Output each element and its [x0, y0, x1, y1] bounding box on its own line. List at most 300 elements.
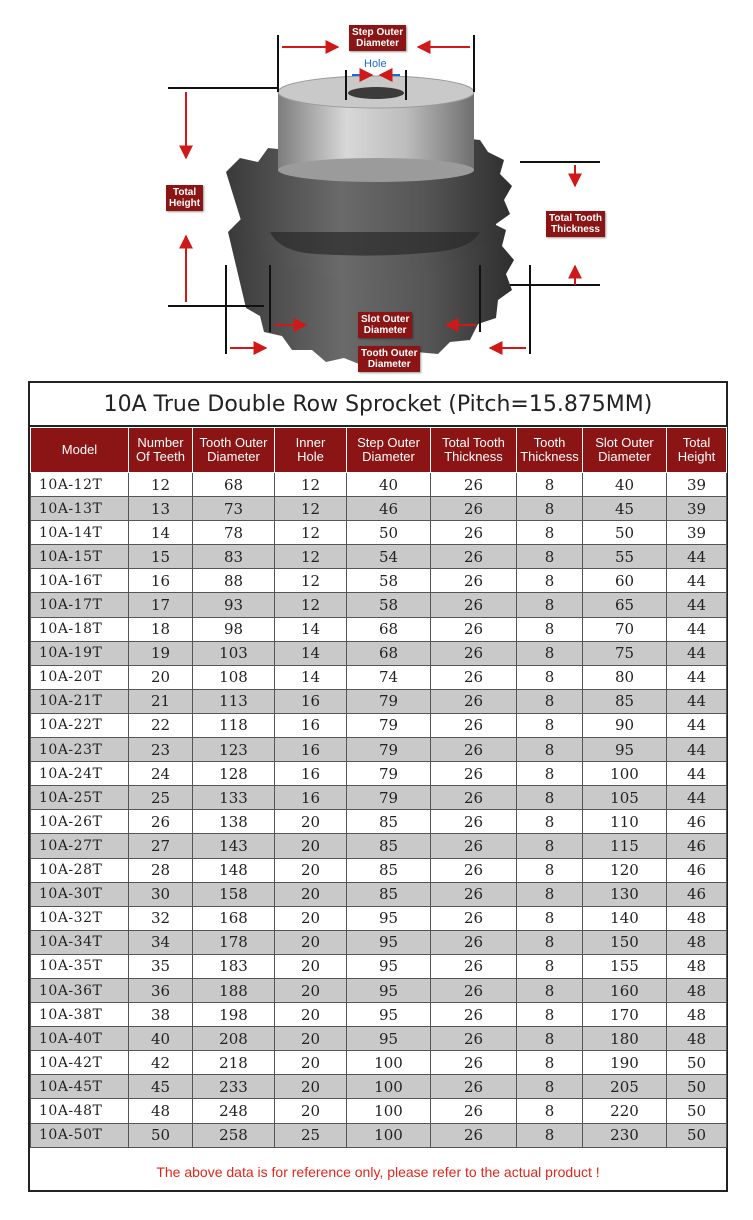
table-cell: 40: [347, 473, 431, 497]
table-cell: 45: [129, 1075, 193, 1099]
table-cell: 158: [193, 882, 275, 906]
model-cell: 10A-38T: [31, 1003, 129, 1027]
table-cell: 20: [275, 882, 347, 906]
table-cell: 85: [583, 689, 667, 713]
table-cell: 50: [667, 1075, 727, 1099]
table-cell: 115: [583, 834, 667, 858]
table-cell: 8: [517, 882, 583, 906]
table-row: [31, 930, 727, 954]
column-header: Model: [31, 428, 129, 473]
table-cell: 20: [275, 1075, 347, 1099]
model-cell: 10A-18T: [31, 617, 129, 641]
table-cell: 50: [667, 1099, 727, 1123]
table-cell: 26: [431, 882, 517, 906]
table-cell: 20: [275, 1099, 347, 1123]
spec-table: [30, 427, 727, 1148]
table-cell: 130: [583, 882, 667, 906]
table-cell: 12: [275, 593, 347, 617]
table-cell: 26: [431, 521, 517, 545]
disclaimer-note: The above data is for reference only, please refer to the actual product !: [156, 1164, 600, 1180]
table-cell: 28: [129, 858, 193, 882]
table-cell: 40: [129, 1027, 193, 1051]
column-header: Tooth Outer Diameter: [193, 428, 275, 473]
table-cell: 20: [275, 930, 347, 954]
table-cell: 100: [347, 1099, 431, 1123]
table-cell: 23: [129, 738, 193, 762]
model-cell: 10A-34T: [31, 930, 129, 954]
table-cell: 21: [129, 689, 193, 713]
table-cell: 26: [431, 834, 517, 858]
table-cell: 16: [275, 786, 347, 810]
table-row: [31, 810, 727, 834]
table-cell: 19: [129, 641, 193, 665]
table-cell: 30: [129, 882, 193, 906]
table-cell: 20: [129, 665, 193, 689]
model-cell: 10A-20T: [31, 665, 129, 689]
table-cell: 68: [347, 641, 431, 665]
table-cell: 26: [431, 738, 517, 762]
table-cell: 55: [583, 545, 667, 569]
table-cell: 44: [667, 665, 727, 689]
table-cell: 68: [347, 617, 431, 641]
table-row: [31, 473, 727, 497]
model-cell: 10A-30T: [31, 882, 129, 906]
table-cell: 34: [129, 930, 193, 954]
table-cell: 180: [583, 1027, 667, 1051]
table-cell: 95: [347, 954, 431, 978]
table-cell: 26: [431, 689, 517, 713]
table-cell: 22: [129, 713, 193, 737]
table-cell: 80: [583, 665, 667, 689]
model-cell: 10A-27T: [31, 834, 129, 858]
table-cell: 8: [517, 1051, 583, 1075]
table-row: [31, 906, 727, 930]
table-cell: 50: [129, 1123, 193, 1147]
hub: [278, 76, 474, 182]
table-cell: 258: [193, 1123, 275, 1147]
table-row: [31, 1099, 727, 1123]
model-cell: 10A-36T: [31, 978, 129, 1002]
table-cell: 60: [583, 569, 667, 593]
table-cell: 218: [193, 1051, 275, 1075]
column-header: Total Tooth Thickness: [431, 428, 517, 473]
table-cell: 8: [517, 497, 583, 521]
table-cell: 12: [275, 473, 347, 497]
table-cell: 95: [583, 738, 667, 762]
model-cell: 10A-25T: [31, 786, 129, 810]
table-cell: 15: [129, 545, 193, 569]
table-cell: 16: [275, 762, 347, 786]
table-cell: 73: [193, 497, 275, 521]
table-cell: 46: [667, 858, 727, 882]
table-cell: 110: [583, 810, 667, 834]
table-cell: 26: [431, 473, 517, 497]
table-cell: 14: [275, 641, 347, 665]
table-cell: 26: [431, 930, 517, 954]
table-row: [31, 665, 727, 689]
table-cell: 18: [129, 617, 193, 641]
table-cell: 8: [517, 473, 583, 497]
table-cell: 8: [517, 1027, 583, 1051]
table-cell: 85: [347, 882, 431, 906]
table-cell: 26: [431, 858, 517, 882]
table-cell: 26: [431, 665, 517, 689]
table-cell: 113: [193, 689, 275, 713]
table-cell: 85: [347, 858, 431, 882]
tooth-outer-diameter-label: Tooth Outer Diameter: [358, 346, 420, 372]
table-cell: 8: [517, 954, 583, 978]
table-cell: 42: [129, 1051, 193, 1075]
table-cell: 79: [347, 786, 431, 810]
hole-label: Hole: [364, 58, 387, 70]
model-cell: 10A-45T: [31, 1075, 129, 1099]
table-cell: 208: [193, 1027, 275, 1051]
table-cell: 79: [347, 762, 431, 786]
model-cell: 10A-24T: [31, 762, 129, 786]
table-cell: 178: [193, 930, 275, 954]
column-header: Number Of Teeth: [129, 428, 193, 473]
table-cell: 25: [275, 1123, 347, 1147]
table-cell: 8: [517, 569, 583, 593]
table-cell: 108: [193, 665, 275, 689]
model-cell: 10A-12T: [31, 473, 129, 497]
table-cell: 44: [667, 569, 727, 593]
model-cell: 10A-32T: [31, 906, 129, 930]
model-cell: 10A-35T: [31, 954, 129, 978]
table-cell: 93: [193, 593, 275, 617]
table-cell: 79: [347, 738, 431, 762]
table-row: [31, 521, 727, 545]
table-cell: 50: [347, 521, 431, 545]
table-cell: 35: [129, 954, 193, 978]
table-cell: 8: [517, 665, 583, 689]
table-cell: 8: [517, 834, 583, 858]
table-cell: 12: [275, 569, 347, 593]
table-cell: 16: [129, 569, 193, 593]
table-cell: 8: [517, 786, 583, 810]
table-cell: 50: [667, 1051, 727, 1075]
table-row: [31, 1051, 727, 1075]
table-cell: 40: [583, 473, 667, 497]
table-cell: 68: [193, 473, 275, 497]
table-cell: 8: [517, 738, 583, 762]
table-cell: 8: [517, 689, 583, 713]
table-cell: 100: [347, 1051, 431, 1075]
table-cell: 26: [431, 713, 517, 737]
column-header: Total Height: [667, 428, 727, 473]
table-cell: 20: [275, 1027, 347, 1051]
table-cell: 46: [667, 810, 727, 834]
table-cell: 85: [347, 834, 431, 858]
table-cell: 233: [193, 1075, 275, 1099]
model-cell: 10A-40T: [31, 1027, 129, 1051]
table-cell: 8: [517, 810, 583, 834]
table-row: [31, 762, 727, 786]
table-cell: 16: [275, 738, 347, 762]
model-cell: 10A-50T: [31, 1123, 129, 1147]
table-cell: 12: [275, 521, 347, 545]
table-cell: 95: [347, 906, 431, 930]
table-title: 10A True Double Row Sprocket (Pitch=15.875MM): [30, 383, 726, 427]
table-cell: 26: [431, 1051, 517, 1075]
table-cell: 168: [193, 906, 275, 930]
table-cell: 44: [667, 545, 727, 569]
table-cell: 46: [667, 834, 727, 858]
table-cell: 205: [583, 1075, 667, 1099]
table-cell: 26: [431, 954, 517, 978]
table-cell: 95: [347, 1027, 431, 1051]
table-header-row: [31, 428, 727, 473]
table-cell: 220: [583, 1099, 667, 1123]
table-row: [31, 545, 727, 569]
table-row: [31, 738, 727, 762]
model-cell: 10A-13T: [31, 497, 129, 521]
table-row: [31, 786, 727, 810]
table-cell: 190: [583, 1051, 667, 1075]
table-cell: 198: [193, 1003, 275, 1027]
table-row: [31, 593, 727, 617]
table-cell: 85: [347, 810, 431, 834]
table-cell: 8: [517, 1075, 583, 1099]
table-cell: 36: [129, 978, 193, 1002]
table-row: [31, 1123, 727, 1147]
table-cell: 8: [517, 978, 583, 1002]
table-cell: 105: [583, 786, 667, 810]
table-cell: 26: [129, 810, 193, 834]
table-cell: 20: [275, 906, 347, 930]
table-cell: 46: [347, 497, 431, 521]
model-cell: 10A-14T: [31, 521, 129, 545]
table-cell: 98: [193, 617, 275, 641]
table-cell: 26: [431, 569, 517, 593]
table-cell: 48: [129, 1099, 193, 1123]
table-cell: 100: [583, 762, 667, 786]
table-cell: 78: [193, 521, 275, 545]
table-cell: 95: [347, 978, 431, 1002]
table-cell: 20: [275, 954, 347, 978]
column-header: Inner Hole: [275, 428, 347, 473]
table-cell: 16: [275, 713, 347, 737]
model-cell: 10A-28T: [31, 858, 129, 882]
table-cell: 39: [667, 521, 727, 545]
table-cell: 75: [583, 641, 667, 665]
model-cell: 10A-19T: [31, 641, 129, 665]
column-header: Slot Outer Diameter: [583, 428, 667, 473]
table-cell: 54: [347, 545, 431, 569]
table-cell: 20: [275, 1003, 347, 1027]
table-cell: 20: [275, 1051, 347, 1075]
table-cell: 148: [193, 858, 275, 882]
table-cell: 26: [431, 810, 517, 834]
table-cell: 8: [517, 545, 583, 569]
table-cell: 138: [193, 810, 275, 834]
table-cell: 44: [667, 689, 727, 713]
table-cell: 13: [129, 497, 193, 521]
table-cell: 26: [431, 1123, 517, 1147]
table-body: [31, 473, 727, 1148]
table-cell: 188: [193, 978, 275, 1002]
table-cell: 100: [347, 1123, 431, 1147]
table-row: [31, 689, 727, 713]
table-row: [31, 834, 727, 858]
table-cell: 8: [517, 641, 583, 665]
table-row: [31, 954, 727, 978]
table-cell: 48: [667, 1003, 727, 1027]
table-cell: 248: [193, 1099, 275, 1123]
total-height-label: Total Height: [166, 185, 203, 211]
table-cell: 103: [193, 641, 275, 665]
table-cell: 12: [275, 497, 347, 521]
table-cell: 8: [517, 521, 583, 545]
table-cell: 123: [193, 738, 275, 762]
table-cell: 14: [129, 521, 193, 545]
table-cell: 65: [583, 593, 667, 617]
slot-outer-diameter-label: Slot Outer Diameter: [358, 312, 412, 338]
table-cell: 39: [667, 473, 727, 497]
table-cell: 79: [347, 689, 431, 713]
table-cell: 44: [667, 738, 727, 762]
model-cell: 10A-21T: [31, 689, 129, 713]
column-header: Step Outer Diameter: [347, 428, 431, 473]
table-cell: 118: [193, 713, 275, 737]
table-row: [31, 617, 727, 641]
table-cell: 140: [583, 906, 667, 930]
spec-table-panel: [28, 381, 728, 1192]
table-cell: 183: [193, 954, 275, 978]
table-cell: 100: [347, 1075, 431, 1099]
table-cell: 26: [431, 978, 517, 1002]
model-cell: 10A-22T: [31, 713, 129, 737]
table-cell: 88: [193, 569, 275, 593]
table-cell: 26: [431, 1099, 517, 1123]
table-cell: 26: [431, 617, 517, 641]
table-row: [31, 1075, 727, 1099]
sprocket-diagram: [0, 0, 753, 372]
table-cell: 16: [275, 689, 347, 713]
table-cell: 155: [583, 954, 667, 978]
table-cell: 26: [431, 497, 517, 521]
table-cell: 90: [583, 713, 667, 737]
table-row: [31, 882, 727, 906]
table-cell: 26: [431, 762, 517, 786]
table-cell: 44: [667, 593, 727, 617]
table-cell: 8: [517, 713, 583, 737]
table-cell: 8: [517, 858, 583, 882]
table-cell: 14: [275, 665, 347, 689]
table-cell: 48: [667, 1027, 727, 1051]
table-cell: 150: [583, 930, 667, 954]
table-cell: 39: [667, 497, 727, 521]
table-cell: 24: [129, 762, 193, 786]
table-cell: 44: [667, 617, 727, 641]
table-cell: 26: [431, 593, 517, 617]
table-cell: 120: [583, 858, 667, 882]
table-cell: 128: [193, 762, 275, 786]
table-cell: 8: [517, 762, 583, 786]
table-cell: 26: [431, 1003, 517, 1027]
table-cell: 27: [129, 834, 193, 858]
table-cell: 8: [517, 593, 583, 617]
table-cell: 44: [667, 713, 727, 737]
table-cell: 83: [193, 545, 275, 569]
table-cell: 26: [431, 545, 517, 569]
table-cell: 20: [275, 834, 347, 858]
table-cell: 58: [347, 593, 431, 617]
table-cell: 17: [129, 593, 193, 617]
table-cell: 8: [517, 1099, 583, 1123]
table-cell: 20: [275, 978, 347, 1002]
table-cell: 48: [667, 954, 727, 978]
table-cell: 8: [517, 906, 583, 930]
table-cell: 44: [667, 641, 727, 665]
table-cell: 8: [517, 930, 583, 954]
table-cell: 46: [667, 882, 727, 906]
table-row: [31, 497, 727, 521]
table-row: [31, 978, 727, 1002]
table-cell: 143: [193, 834, 275, 858]
table-cell: 48: [667, 978, 727, 1002]
step-outer-diameter-label: Step Outer Diameter: [349, 25, 406, 51]
table-cell: 50: [583, 521, 667, 545]
table-cell: 32: [129, 906, 193, 930]
table-cell: 38: [129, 1003, 193, 1027]
table-cell: 79: [347, 713, 431, 737]
table-cell: 95: [347, 1003, 431, 1027]
table-cell: 12: [275, 545, 347, 569]
table-cell: 8: [517, 617, 583, 641]
model-cell: 10A-23T: [31, 738, 129, 762]
table-cell: 74: [347, 665, 431, 689]
table-cell: 8: [517, 1123, 583, 1147]
model-cell: 10A-48T: [31, 1099, 129, 1123]
table-row: [31, 713, 727, 737]
model-cell: 10A-17T: [31, 593, 129, 617]
total-tooth-thickness-label: Total Tooth Thickness: [546, 211, 605, 237]
table-cell: 26: [431, 1027, 517, 1051]
table-cell: 170: [583, 1003, 667, 1027]
table-cell: 26: [431, 641, 517, 665]
model-cell: 10A-26T: [31, 810, 129, 834]
table-cell: 70: [583, 617, 667, 641]
table-cell: 50: [667, 1123, 727, 1147]
model-cell: 10A-42T: [31, 1051, 129, 1075]
table-row: [31, 569, 727, 593]
model-cell: 10A-15T: [31, 545, 129, 569]
table-cell: 20: [275, 810, 347, 834]
table-cell: 26: [431, 1075, 517, 1099]
table-row: [31, 1003, 727, 1027]
column-header: Tooth Thickness: [517, 428, 583, 473]
table-cell: 25: [129, 786, 193, 810]
table-cell: 20: [275, 858, 347, 882]
table-row: [31, 1027, 727, 1051]
table-cell: 45: [583, 497, 667, 521]
table-cell: 48: [667, 930, 727, 954]
table-row: [31, 641, 727, 665]
table-cell: 48: [667, 906, 727, 930]
table-cell: 160: [583, 978, 667, 1002]
table-cell: 58: [347, 569, 431, 593]
model-cell: 10A-16T: [31, 569, 129, 593]
table-cell: 230: [583, 1123, 667, 1147]
table-cell: 95: [347, 930, 431, 954]
table-cell: 26: [431, 786, 517, 810]
table-cell: 44: [667, 762, 727, 786]
table-cell: 133: [193, 786, 275, 810]
table-cell: 8: [517, 1003, 583, 1027]
table-cell: 44: [667, 786, 727, 810]
table-row: [31, 858, 727, 882]
